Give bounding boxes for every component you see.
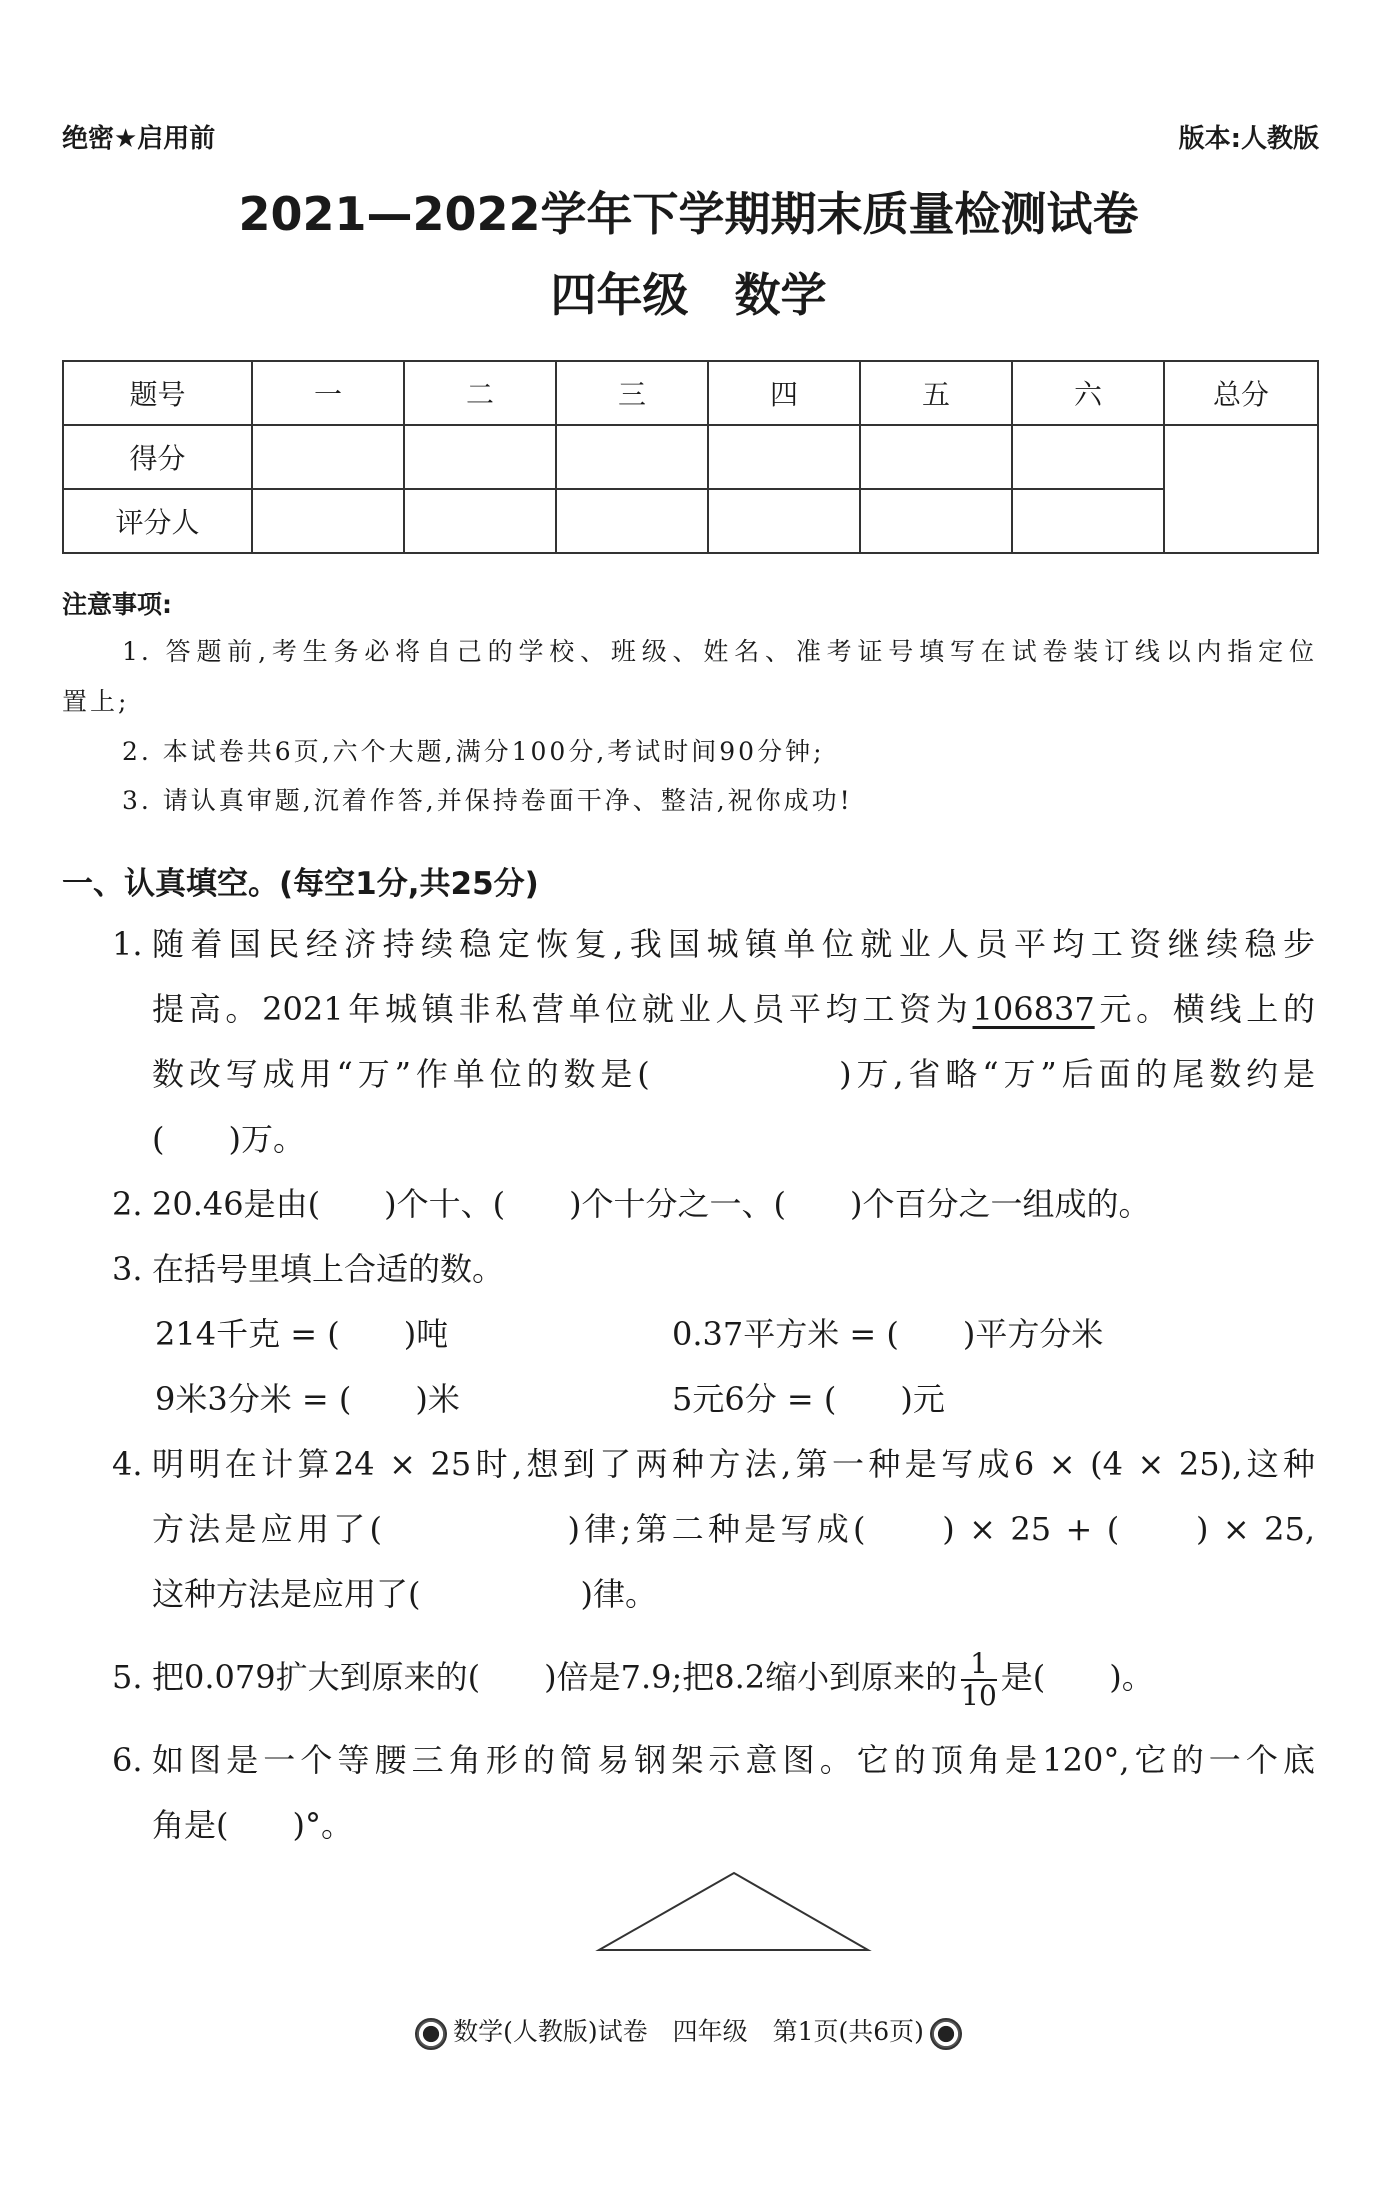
grader-cell[interactable]: [252, 489, 404, 553]
question-text: 角是( )°。: [152, 1806, 353, 1844]
edition-label: 版本:人教版: [1178, 124, 1319, 154]
question-number: 1.: [112, 925, 143, 963]
note-item: 3. 请认真审题,沉着作答,并保持卷面干净、整洁,祝你成功!: [122, 786, 853, 815]
text-segment: 把0.079扩大到原来的( )倍是7.9;把8.2缩小到原来的: [152, 1658, 958, 1696]
question-number: 3.: [112, 1250, 143, 1288]
question-text: ( )万。: [152, 1120, 305, 1158]
table-header: 二: [404, 361, 556, 425]
note-item: 置上;: [62, 687, 130, 716]
table-header: 三: [556, 361, 708, 425]
table-header: 六: [1012, 361, 1164, 425]
question-text: 如图是一个等腰三角形的简易钢架示意图。它的顶角是120°,它的一个底: [152, 1741, 1315, 1779]
seal-logo-icon: [930, 2018, 962, 2050]
text-segment: 提高。2021年城镇非私营单位就业人员平均工资为: [152, 990, 973, 1028]
score-cell[interactable]: [404, 425, 556, 489]
question-number: 6.: [112, 1741, 143, 1779]
table-row: [63, 489, 1318, 553]
table-row: [63, 425, 1318, 489]
row-label: 得分: [63, 425, 252, 489]
question-text: 20.46是由( )个十、( )个十分之一、( )个百分之一组成的。: [152, 1185, 1151, 1223]
question-text: [152, 1640, 1154, 1714]
question-number: 4.: [112, 1445, 143, 1483]
question-text: 这种方法是应用了( )律。: [152, 1575, 657, 1613]
page-subtitle: 四年级 数学: [550, 268, 827, 322]
text-segment: 是( )。: [1000, 1658, 1154, 1696]
table-header-row: [63, 361, 1318, 425]
conversion-item: 0.37平方米 = ( )平方分米: [672, 1315, 1104, 1353]
underlined-number: 106837: [972, 990, 1095, 1028]
grader-cell[interactable]: [556, 489, 708, 553]
question-number: 5.: [112, 1658, 143, 1696]
conversion-item: 5元6分 = ( )元: [672, 1380, 945, 1418]
score-table: [62, 360, 1319, 554]
table-header: 五: [860, 361, 1012, 425]
question-text: 方法是应用了( )律;第二种是写成( ) × 25 + ( ) × 25,: [152, 1510, 1315, 1548]
grader-cell[interactable]: [404, 489, 556, 553]
page-title: 2021—2022学年下学期期末质量检测试卷: [238, 187, 1139, 241]
grader-cell[interactable]: [1012, 489, 1164, 553]
table-header: 总分: [1164, 361, 1318, 425]
table-header: 题号: [63, 361, 252, 425]
section-title: 一、认真填空。(每空1分,共25分): [62, 866, 539, 902]
question-text: [152, 989, 1315, 1029]
row-label: 评分人: [63, 489, 252, 553]
fraction-numerator: 1: [961, 1649, 997, 1681]
score-cell[interactable]: [708, 425, 860, 489]
conversion-item: 214千克 = ( )吨: [155, 1315, 449, 1353]
table-header: 一: [252, 361, 404, 425]
note-item: 2. 本试卷共6页,六个大题,满分100分,考试时间90分钟;: [122, 737, 825, 766]
fraction-denominator: 10: [961, 1678, 997, 1712]
conversion-item: 9米3分米 = ( )米: [155, 1380, 460, 1418]
grader-cell[interactable]: [708, 489, 860, 553]
question-text: 在括号里填上合适的数。: [152, 1250, 505, 1288]
table-header: 四: [708, 361, 860, 425]
seal-logo-icon: [415, 2018, 447, 2050]
grader-cell[interactable]: [860, 489, 1012, 553]
footer-text: 数学(人教版)试卷 四年级 第1页(共6页): [453, 2017, 924, 2046]
question-number: 2.: [112, 1185, 143, 1223]
score-cell[interactable]: [860, 425, 1012, 489]
question-text: 数改写成用“万”作单位的数是( )万,省略“万”后面的尾数约是: [152, 1055, 1315, 1093]
question-text: 明明在计算24 × 25时,想到了两种方法,第一种是写成6 × (4 × 25),这种: [152, 1445, 1315, 1483]
score-cell[interactable]: [556, 425, 708, 489]
page-footer: [0, 2012, 1377, 2050]
isosceles-triangle-diagram: [590, 1865, 880, 1960]
fraction: [961, 1646, 997, 1712]
text-segment: 元。横线上的: [1094, 990, 1315, 1028]
note-item: 1. 答题前,考生务必将自己的学校、班级、姓名、准考证号填写在试卷装订线以内指定位: [122, 637, 1317, 666]
question-text: 随着国民经济持续稳定恢复,我国城镇单位就业人员平均工资继续稳步: [152, 925, 1315, 963]
score-cell[interactable]: [1012, 425, 1164, 489]
total-score-cell[interactable]: [1164, 425, 1318, 553]
score-cell[interactable]: [252, 425, 404, 489]
secret-label: 绝密★启用前: [62, 124, 216, 154]
notes-heading: 注意事项:: [62, 590, 172, 619]
triangle-shape: [599, 1873, 868, 1950]
